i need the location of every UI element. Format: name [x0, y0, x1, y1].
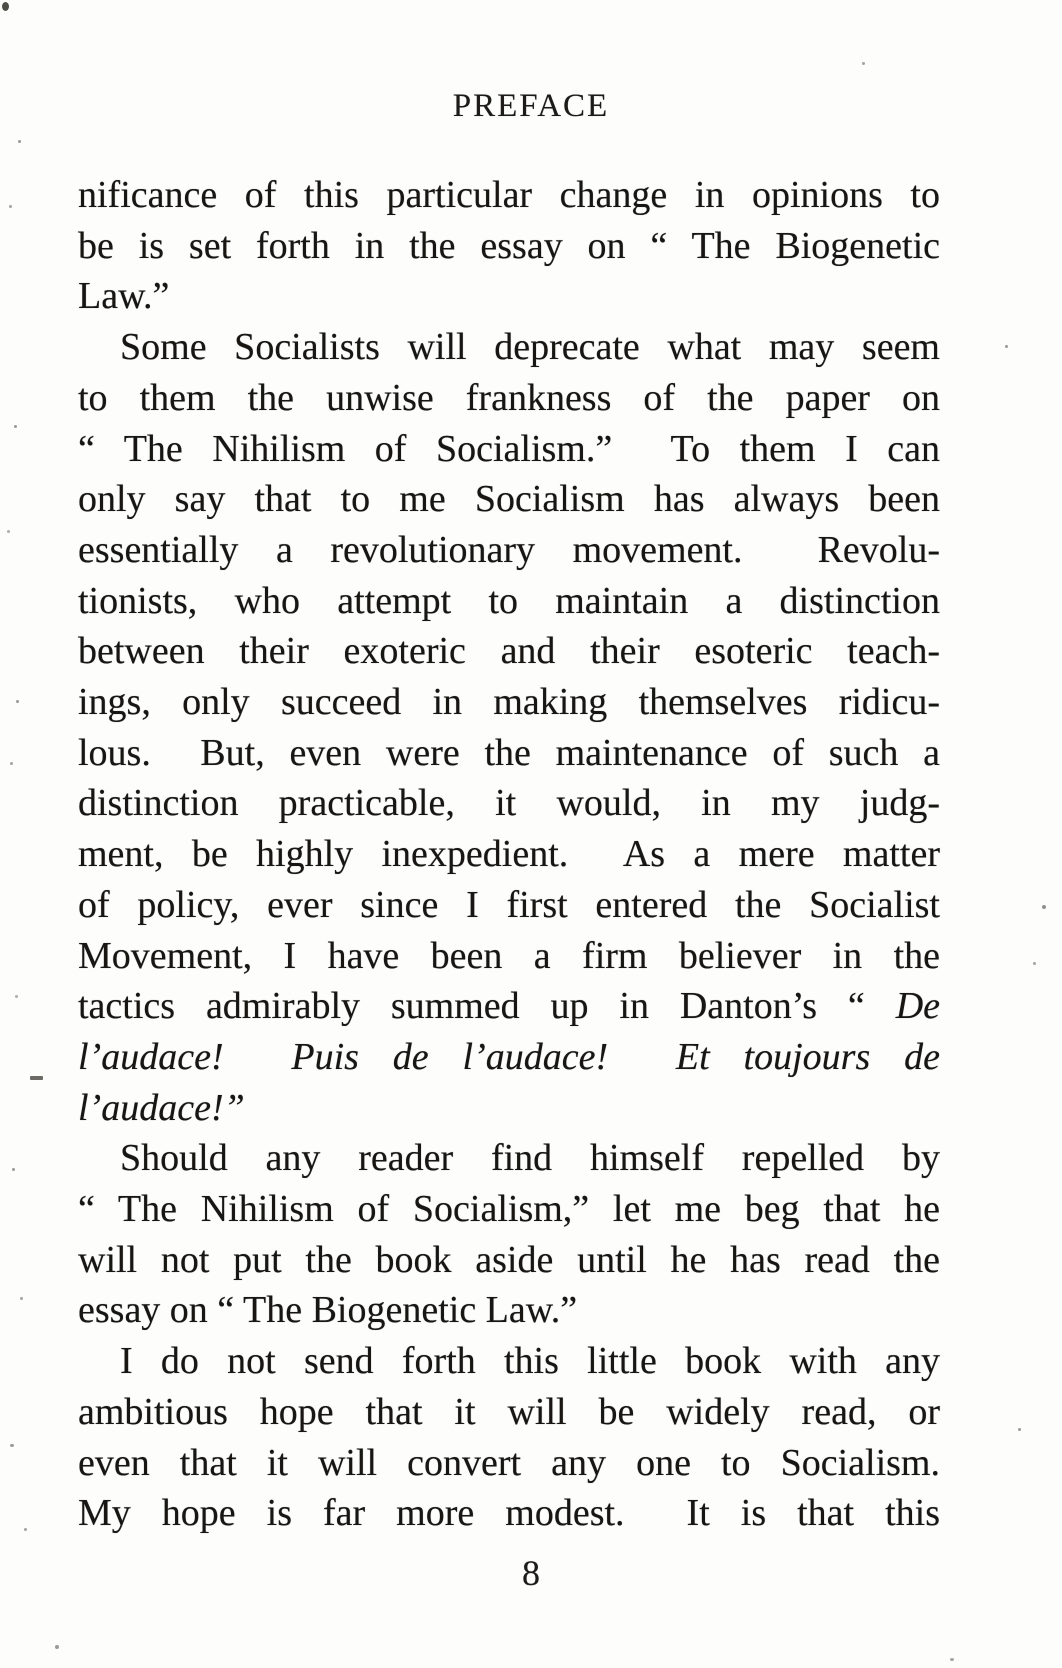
- scan-speck: [18, 140, 21, 143]
- paragraph: [78, 1133, 940, 1336]
- text-segment: to them the unwise frankness of the paper on: [78, 376, 940, 419]
- scan-speck: [1018, 1428, 1021, 1431]
- scan-speck: [30, 1076, 43, 1080]
- text-line: [78, 322, 940, 373]
- scan-speck: [15, 995, 18, 998]
- page-title: PREFACE: [452, 88, 610, 124]
- text-line: [78, 1184, 940, 1235]
- text-line: [78, 728, 940, 779]
- text-segment: ment, be highly inexpedient. As a mere matter: [78, 833, 940, 876]
- scan-speck: [12, 1168, 15, 1171]
- text-segment: ings, only succeed in making themselves ridicu-: [78, 681, 940, 724]
- scan-speck: [24, 1528, 27, 1531]
- text-line: [78, 829, 940, 880]
- scan-speck: [1042, 905, 1046, 909]
- text-line: [78, 677, 940, 728]
- text-segment: only say that to me Socialism has always been: [78, 478, 940, 521]
- scan-speck: [1033, 962, 1036, 965]
- text-segment: “ The Nihilism of Socialism,” let me beg that he: [78, 1188, 940, 1231]
- text-line: [78, 373, 940, 424]
- scan-speck: [2, 2, 9, 11]
- text-segment: lous. But, even were the maintenance of such a: [78, 731, 940, 774]
- text-block: [78, 170, 940, 1539]
- text-line: [78, 271, 940, 322]
- text-segment: essentially a revolutionary movement. Revolu-: [78, 528, 940, 571]
- text-line: [78, 931, 940, 982]
- text-segment: tactics admirably summed up in Danton’s “: [78, 985, 896, 1028]
- scan-speck: [10, 762, 13, 765]
- text-line: [78, 1032, 940, 1083]
- text-segment: between their exoteric and their esoteric teach-: [78, 630, 940, 673]
- italic-text-segment: De: [895, 985, 940, 1028]
- text-line: [78, 1285, 940, 1336]
- text-segment: essay on “ The Biogenetic Law.”: [78, 1289, 578, 1332]
- text-segment: will not put the book aside until he has read the: [78, 1238, 940, 1281]
- text-line: [78, 1336, 940, 1387]
- paragraph: [78, 322, 940, 1133]
- scan-speck: [55, 1645, 59, 1649]
- text-line: [78, 576, 940, 627]
- text-line: [78, 1133, 940, 1184]
- text-line: [78, 981, 940, 1032]
- text-segment: Should any reader find himself repelled by: [120, 1137, 940, 1180]
- text-segment: Some Socialists will deprecate what may seem: [120, 326, 940, 369]
- text-line: [78, 1235, 940, 1286]
- italic-text-segment: l’audace! Puis de l’audace! Et toujours de: [78, 1035, 940, 1078]
- text-segment: “ The Nihilism of Socialism.” To them I can: [78, 427, 940, 470]
- text-line: [78, 1438, 940, 1489]
- text-line: [78, 778, 940, 829]
- scan-speck: [7, 530, 10, 533]
- scan-speck: [10, 1444, 14, 1447]
- paragraph: [78, 170, 940, 322]
- text-segment: Law.”: [78, 275, 170, 318]
- text-line: [78, 525, 940, 576]
- text-segment: of policy, ever since I first entered the Socialist: [78, 883, 940, 926]
- text-line: [78, 170, 940, 221]
- text-segment: be is set forth in the essay on “ The Biogenetic: [78, 224, 940, 267]
- text-line: [78, 1387, 940, 1438]
- text-line: [78, 221, 940, 272]
- text-line: [78, 880, 940, 931]
- page-number: 8: [522, 1553, 540, 1593]
- text-line: [78, 626, 940, 677]
- text-segment: even that it will convert any one to Socialism.: [78, 1441, 940, 1484]
- text-segment: I do not send forth this little book with any: [120, 1340, 940, 1383]
- text-line: [78, 474, 940, 525]
- text-segment: My hope is far more modest. It is that this: [78, 1492, 940, 1535]
- text-segment: nificance of this particular change in opinions to: [78, 174, 940, 216]
- scan-speck: [1005, 345, 1008, 348]
- paragraph: [78, 1336, 940, 1539]
- text-line: [78, 1083, 940, 1134]
- text-segment: Movement, I have been a firm believer in the: [78, 934, 940, 977]
- scan-speck: [20, 1297, 23, 1300]
- italic-text-segment: l’audace!”: [78, 1086, 245, 1129]
- text-line: [78, 424, 940, 475]
- text-segment: ambitious hope that it will be widely read, or: [78, 1390, 940, 1433]
- text-segment: tionists, who attempt to maintain a distinction: [78, 579, 940, 622]
- scan-speck: [950, 1658, 954, 1661]
- scan-speck: [16, 700, 19, 703]
- text-segment: distinction practicable, it would, in my judg-: [78, 782, 940, 825]
- scan-speck: [9, 205, 12, 208]
- text-line: [78, 1488, 940, 1539]
- scan-speck: [14, 425, 17, 428]
- scan-speck: [862, 62, 865, 65]
